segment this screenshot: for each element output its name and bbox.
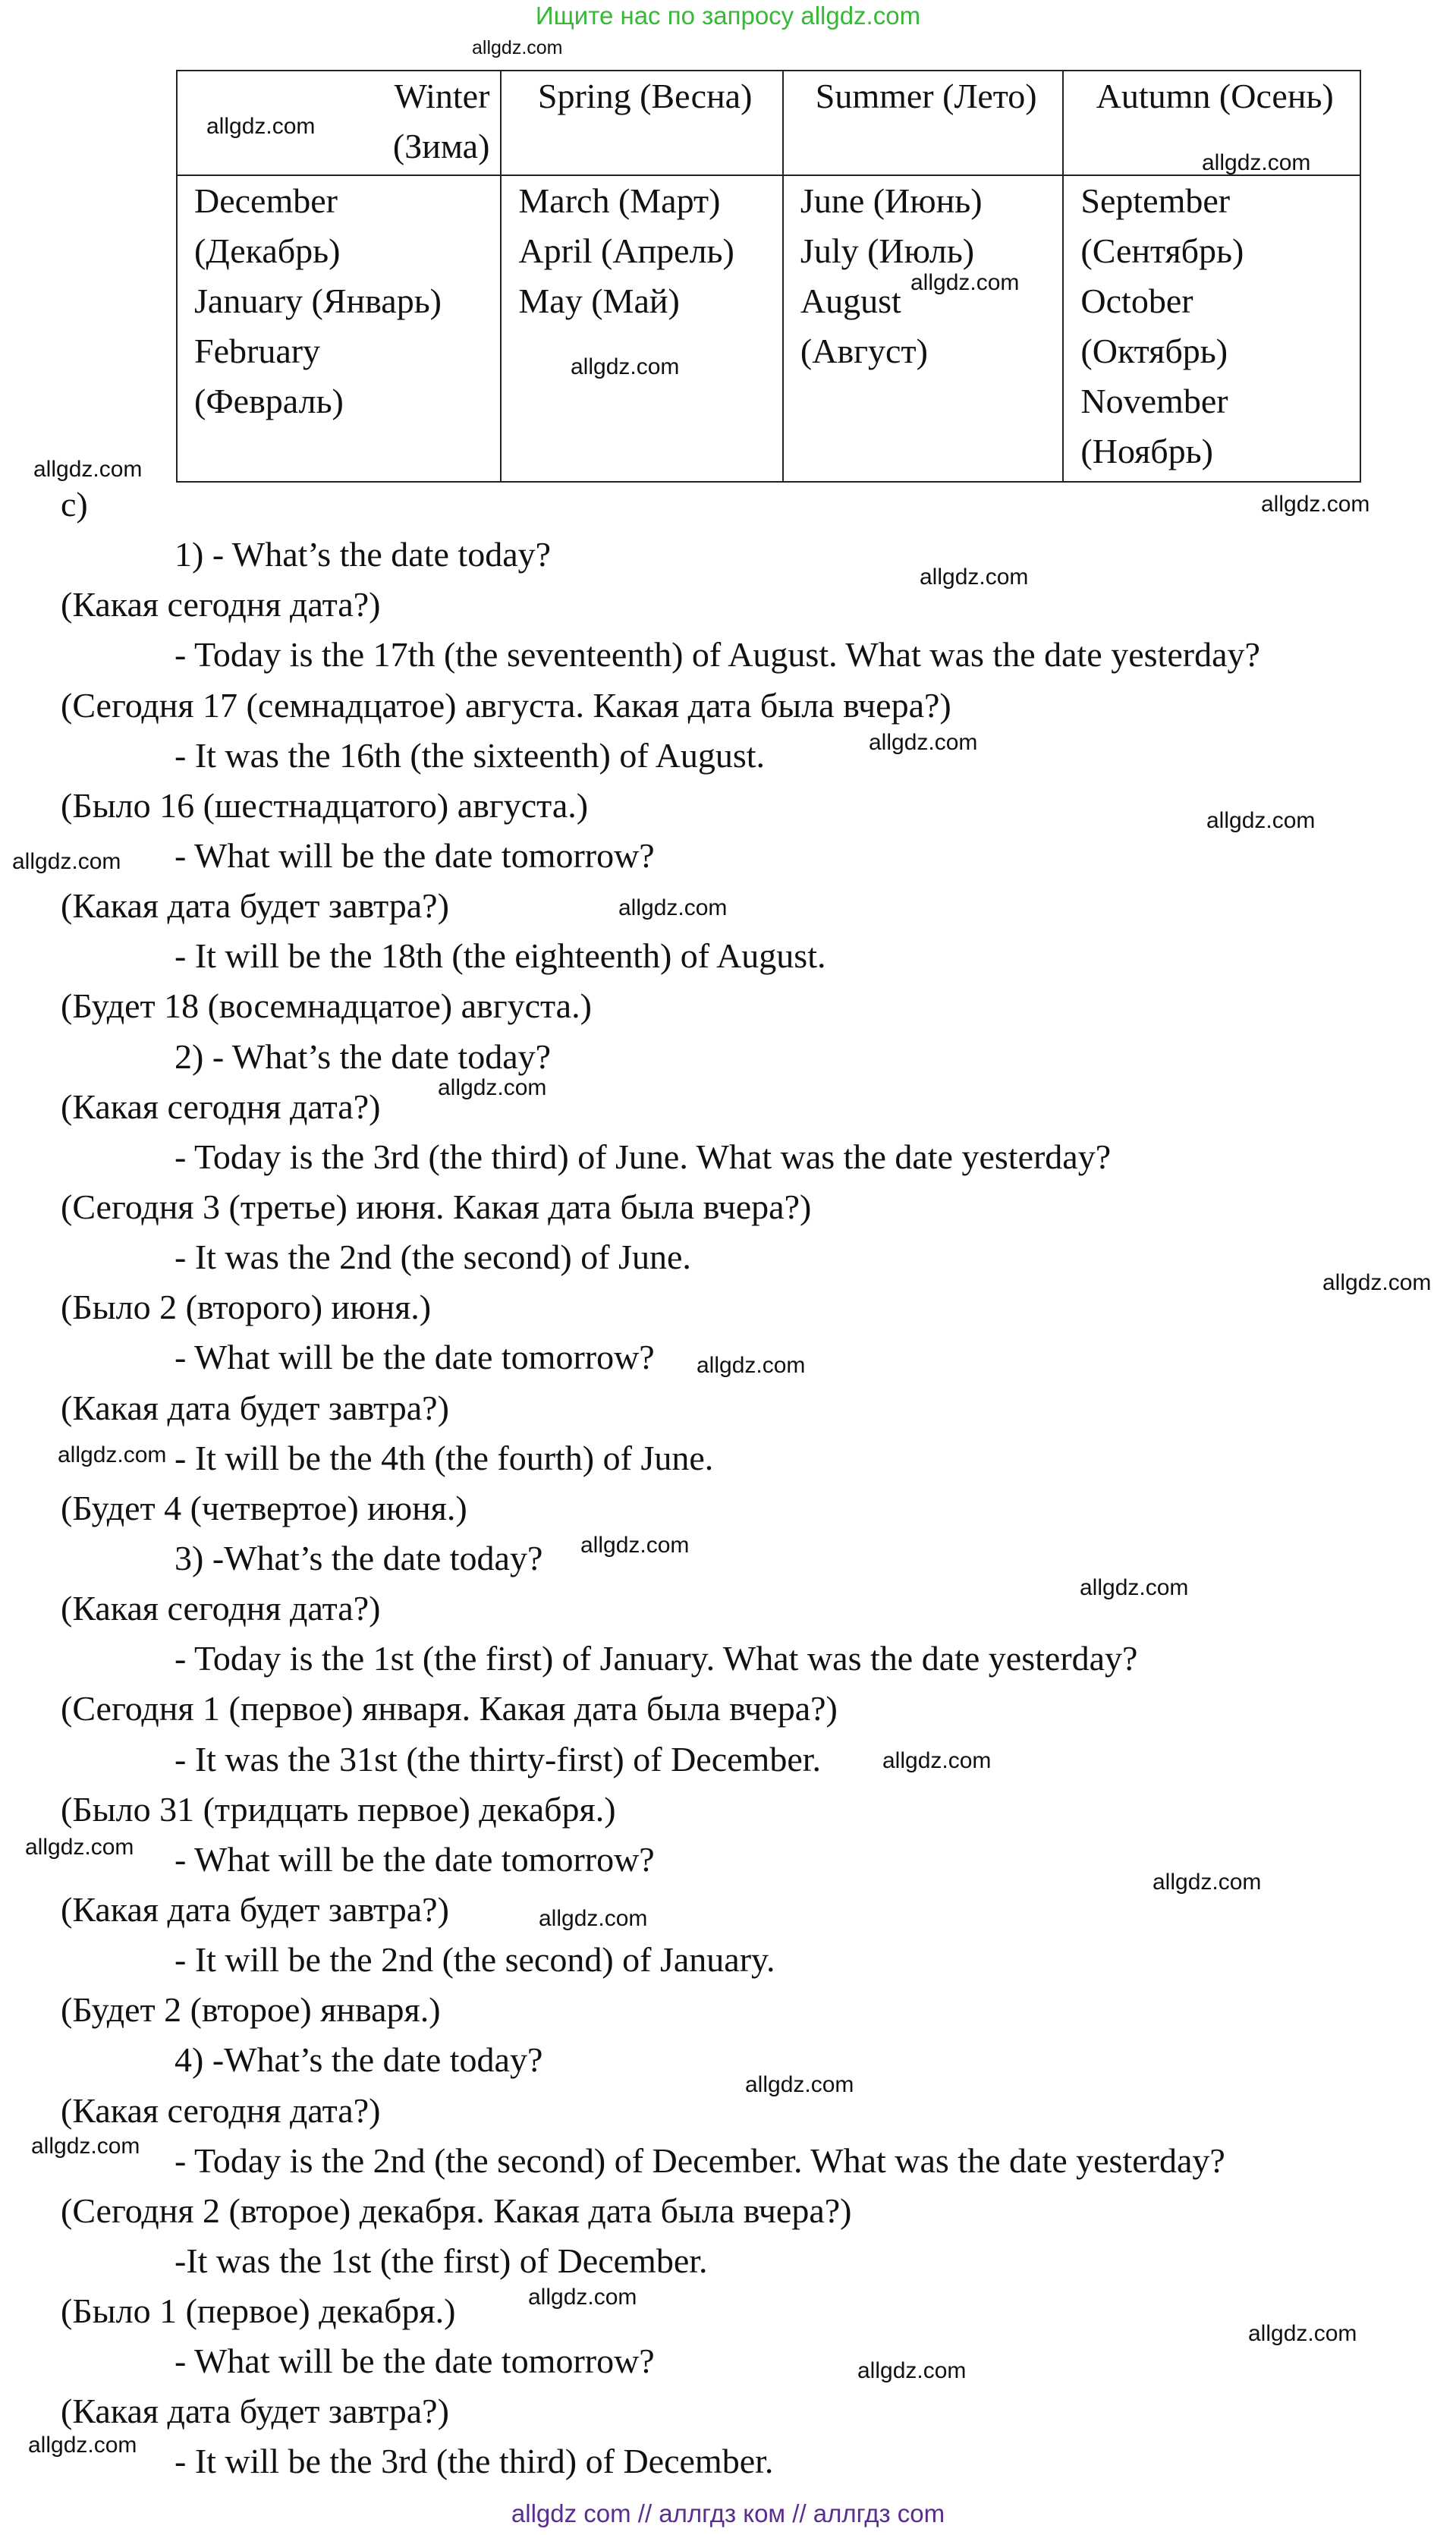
text-line: - What will be the date tomorrow? xyxy=(175,835,655,875)
text-line: - What will be the date tomorrow? xyxy=(175,1338,655,1377)
text-line: (Какая дата будет завтра?) xyxy=(61,1889,449,1929)
text-line: - It will be the 18th (the eighteenth) of August. xyxy=(175,936,826,976)
text-line: 3) -What’s the date today? xyxy=(175,1538,543,1577)
watermark: allgdz.com xyxy=(1248,2321,1357,2346)
seasons-header-row xyxy=(177,71,1360,175)
text-line: (Какая сегодня дата?) xyxy=(61,1589,381,1628)
dialogue-text xyxy=(61,480,1426,2487)
watermark: allgdz.com xyxy=(869,730,978,755)
autumn-months-cell: September (Сентябрь) October (Октябрь) November (Ноябрь) xyxy=(1063,175,1360,482)
seasons-table xyxy=(176,70,1361,483)
watermark: allgdz.com xyxy=(1261,492,1370,517)
watermark: allgdz.com xyxy=(745,2072,854,2097)
header-summer: Summer (Лето) xyxy=(783,71,1063,175)
watermark: allgdz.com xyxy=(528,2285,637,2310)
watermark: allgdz.com xyxy=(1153,1870,1262,1895)
text-line: 2) - What’s the date today? xyxy=(175,1036,552,1076)
watermark: allgdz.com xyxy=(1322,1270,1432,1295)
site-banner[interactable]: Ищите нас по запросу allgdz.com xyxy=(535,2,921,30)
watermark: allgdz.com xyxy=(472,37,563,58)
text-line: (Было 2 (второго) июня.) xyxy=(61,1288,432,1327)
months-row xyxy=(177,175,1360,482)
watermark: allgdz.com xyxy=(910,270,1020,295)
text-line: (Сегодня 1 (первое) января. Какая дата была вчера?) xyxy=(61,1689,838,1728)
header-spring: Spring (Весна) xyxy=(501,71,783,175)
watermark: allgdz.com xyxy=(539,1906,648,1931)
watermark: allgdz.com xyxy=(1202,150,1311,175)
site-footer[interactable]: allgdz com // аллгдз ком // аллгдз com xyxy=(511,2499,945,2527)
text-line: - What will be the date tomorrow? xyxy=(175,1839,655,1879)
text-line: (Какая дата будет завтра?) xyxy=(61,2392,449,2431)
text-line: (Было 16 (шестнадцатого) августа.) xyxy=(61,785,589,825)
text-line: - Today is the 1st (the first) of January. What was the date yesterday? xyxy=(175,1639,1138,1678)
summer-months-cell: June (Июнь) July (Июль) August (Август) xyxy=(783,175,1063,482)
text-line: (Было 1 (первое) декабря.) xyxy=(61,2291,456,2331)
watermark: allgdz.com xyxy=(882,1748,992,1773)
text-line: 4) -What’s the date today? xyxy=(175,2040,543,2080)
text-line: (Сегодня 17 (семнадцатое) августа. Какая дата была вчера?) xyxy=(61,685,951,725)
watermark: allgdz.com xyxy=(1206,808,1316,833)
header-winter: Winter (Зима) xyxy=(177,71,501,175)
text-line: (Какая сегодня дата?) xyxy=(61,1087,381,1126)
text-line: - It was the 2nd (the second) of June. xyxy=(175,1238,691,1277)
text-line: (Будет 4 (четвертое) июня.) xyxy=(61,1488,467,1527)
text-line: - What will be the date tomorrow? xyxy=(175,2342,655,2381)
text-line: (Сегодня 3 (третье) июня. Какая дата была вчера?) xyxy=(61,1187,812,1226)
text-line: - It was the 16th (the sixteenth) of August. xyxy=(175,735,766,775)
watermark: allgdz.com xyxy=(58,1442,167,1467)
text-line: - Today is the 2nd (the second) of December. What was the date yesterday? xyxy=(175,2140,1225,2180)
text-line: (Какая дата будет завтра?) xyxy=(61,1388,449,1427)
watermark: allgdz.com xyxy=(33,457,143,482)
watermark: allgdz.com xyxy=(28,2433,137,2458)
text-line: -It was the 1st (the first) of December. xyxy=(175,2241,708,2280)
text-line: - It will be the 4th (the fourth) of June. xyxy=(175,1438,714,1477)
watermark: allgdz.com xyxy=(206,114,316,139)
watermark: allgdz.com xyxy=(580,1533,690,1558)
header-autumn: Autumn (Осень) xyxy=(1063,71,1360,175)
watermark: allgdz.com xyxy=(1080,1575,1189,1600)
text-line: c) xyxy=(61,485,88,524)
text-line: - Today is the 3rd (the third) of June. What was the date yesterday? xyxy=(175,1137,1112,1176)
winter-months-cell: December (Декабрь) January (Январь) February (Февраль) xyxy=(177,175,501,482)
text-line: (Сегодня 2 (второе) декабря. Какая дата была вчера?) xyxy=(61,2191,852,2230)
watermark: allgdz.com xyxy=(618,895,728,920)
watermark: allgdz.com xyxy=(857,2358,967,2383)
text-line: - It will be the 2nd (the second) of January. xyxy=(175,1940,775,1980)
text-line: (Было 31 (тридцать первое) декабря.) xyxy=(61,1789,616,1829)
spring-months-cell: March (Март) April (Апрель) May (Май) xyxy=(501,175,783,482)
text-line: - It was the 31st (the thirty-first) of December. xyxy=(175,1739,822,1779)
text-line: - It will be the 3rd (the third) of December. xyxy=(175,2442,774,2481)
text-line: - Today is the 17th (the seventeenth) of August. What was the date yesterday? xyxy=(175,635,1260,675)
text-line: (Будет 18 (восемнадцатое) августа.) xyxy=(61,986,592,1026)
text-line: (Какая дата будет завтра?) xyxy=(61,886,449,926)
text-line: (Какая сегодня дата?) xyxy=(61,2090,381,2130)
text-line: (Какая сегодня дата?) xyxy=(61,585,381,624)
text-line: (Будет 2 (вторoe) января.) xyxy=(61,1990,441,2030)
watermark: allgdz.com xyxy=(697,1353,806,1378)
watermark: allgdz.com xyxy=(571,354,680,379)
watermark: allgdz.com xyxy=(12,849,121,874)
text-line: 1) - What’s the date today? xyxy=(175,535,552,574)
watermark: allgdz.com xyxy=(31,2134,140,2159)
watermark: allgdz.com xyxy=(438,1075,547,1100)
watermark: allgdz.com xyxy=(920,565,1029,590)
watermark: allgdz.com xyxy=(25,1835,134,1860)
